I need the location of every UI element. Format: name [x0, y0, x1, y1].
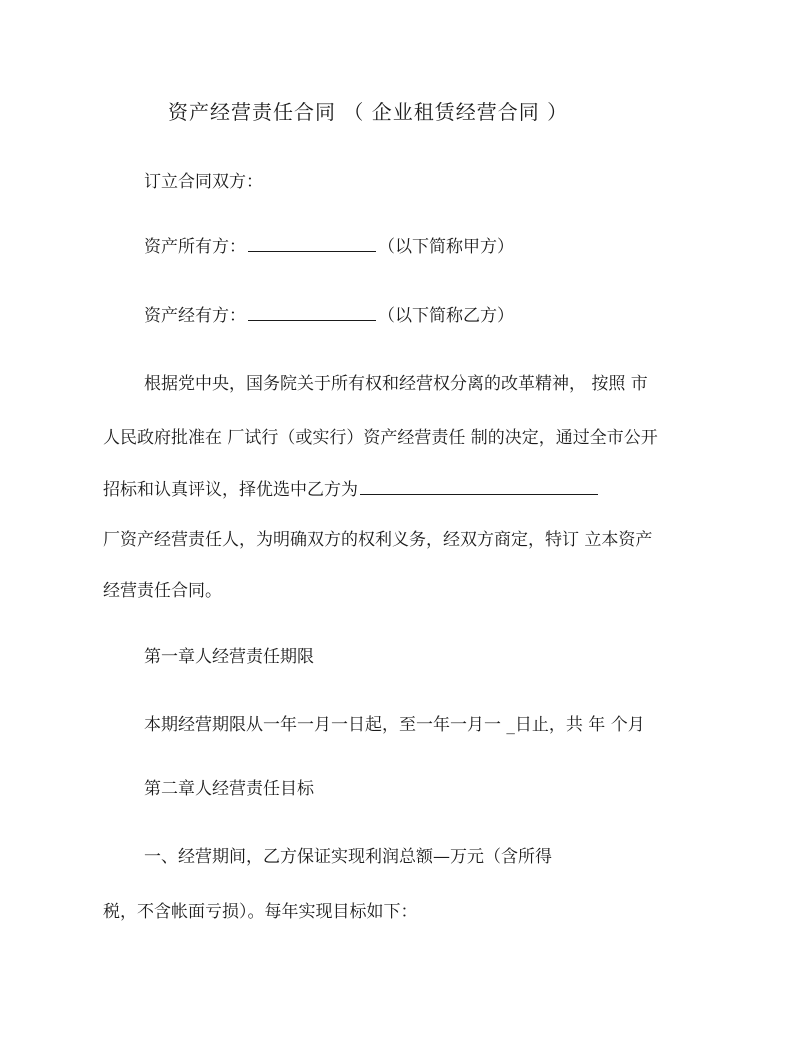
preamble-line-3-text: 招标和认真评议，择优选中乙方为	[103, 480, 358, 500]
document-title: 资产经营责任合同 （ 企业租赁经营合同 ）	[168, 100, 569, 124]
selected-party-blank	[360, 478, 598, 495]
owner-suffix: （以下简称甲方）	[378, 237, 514, 257]
owner-label: 资产所有方：	[144, 237, 246, 257]
parties-heading: 订立合同双方：	[144, 172, 263, 192]
operator-line	[144, 304, 514, 328]
preamble-line-3	[103, 478, 600, 502]
chapter-2-item-1-line-2: 税，不含帐面亏损）。每年实现目标如下：	[103, 902, 418, 922]
owner-line	[144, 235, 514, 259]
preamble-line-1: 根据党中央，国务院关于所有权和经营权分离的改革精神， 按照 市	[144, 374, 648, 394]
preamble-line-4: 厂资产经营责任人，为明确双方的权利义务，经双方商定，特订 立本资产	[103, 530, 653, 550]
preamble-line-5: 经营责任合同。	[103, 581, 222, 601]
preamble-line-2: 人民政府批准在 厂试行（或实行）资产经营责任 制的决定，通过全市公开	[103, 428, 658, 448]
chapter-2-item-1-line-1: 一、经营期间，乙方保证实现利润总额—万元（含所得	[144, 847, 552, 867]
chapter-2-heading: 第二章人经营责任目标	[144, 779, 314, 799]
chapter-1-heading: 第一章人经营责任期限	[144, 647, 314, 667]
operator-suffix: （以下简称乙方）	[378, 306, 514, 326]
operator-label: 资产经有方：	[144, 306, 246, 326]
chapter-1-term-text: 本期经营期限从一年一月一日起，至一年一月一 _日止，共 年 个月	[144, 715, 645, 735]
operator-name-blank	[248, 304, 376, 321]
owner-name-blank	[248, 235, 376, 252]
